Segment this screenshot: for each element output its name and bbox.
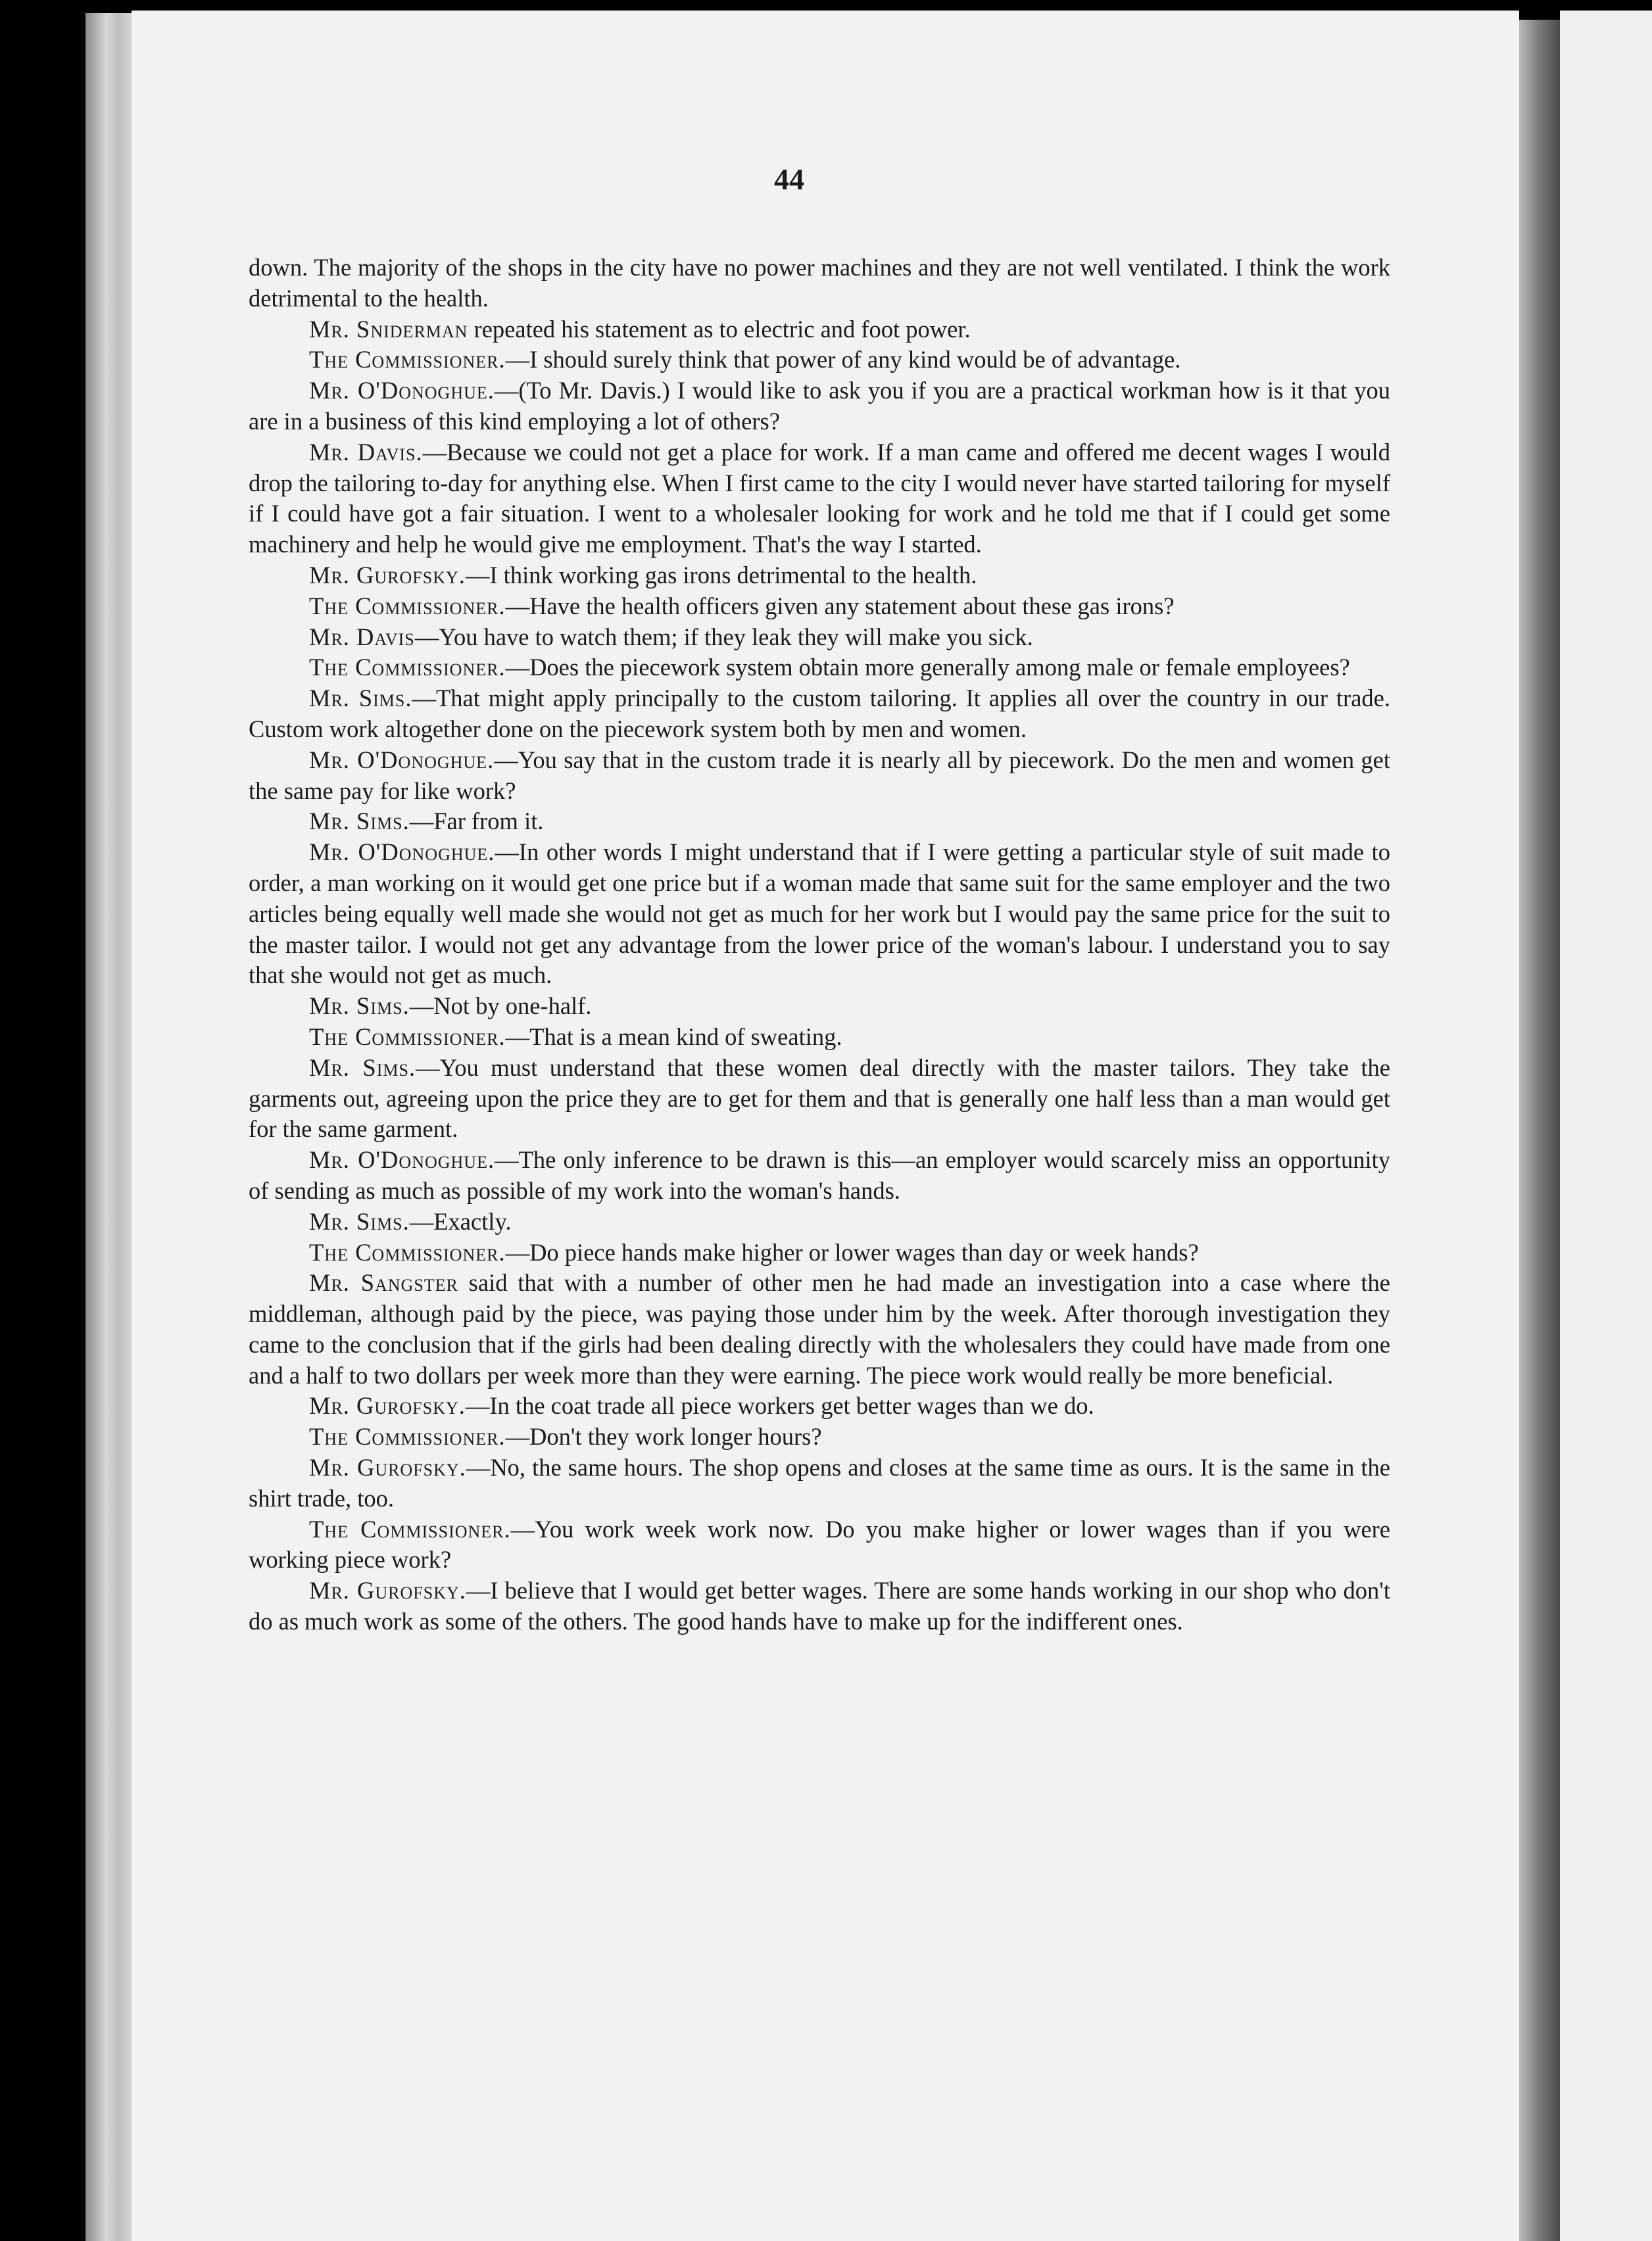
facing-page [1560, 11, 1652, 2241]
paragraph: Mr. Sims.—Far from it. [309, 807, 544, 835]
paragraph: Mr. Gurofsky.—No, the same hours. The shop opens and closes at the same time as ours. It is the same in the shirt trade, too. [249, 1454, 1390, 1512]
paragraph: Mr. Gurofsky.—I believe that I would get better wages. There are some hands working in our shop who don't do as much work as some of the others. The good hands have to make up for the indifferent ones. [249, 1577, 1390, 1635]
paragraph: Mr. O'Donoghue.—(To Mr. Davis.) I would like to ask you if you are a practical workman how is it that you are in a business of this kind employing a lot of others? [249, 377, 1390, 435]
paragraph: Mr. Sims.—That might apply principally to the custom tailoring. It applies all over the country in our trade. Custom work altogether done on the piecework system both by men and women. [249, 685, 1390, 742]
paragraph: Mr. Davis.—Because we could not get a place for work. If a man came and offered me decent wages I would drop the tailoring to-day for anything else. When I first came to the city I would never have started tailoring for myself if I could have got a fair situation. I went to a wholesaler looking for work and he told me that if I could get some machinery and help he would give me employment. That's the way I started. [249, 438, 1390, 558]
paragraph: Mr. O'Donoghue.—The only inference to be drawn is this—an employer would scarcely miss an opportunity of sending as much as possible of my work into the woman's hands. [249, 1146, 1390, 1204]
paragraph: Mr. Gurofsky.—In the coat trade all piece workers get better wages than we do. [309, 1392, 1094, 1420]
page-edge-shadow [1519, 20, 1560, 2241]
paragraph: Mr. Sangster said that with a number of other men he had made an investigation into a case where the middleman, although paid by the piece, was paying those under him by the week. After thorough investigation they came to the conclusion that if the girls had been dealing directly with the wholesalers they could have made from one and a half to two dollars per week more than they were earning. The piece work would really be more beneficial. [249, 1269, 1390, 1389]
body-text [249, 253, 1390, 1637]
paragraph: The Commissioner.—Have the health officers given any statement about these gas irons? [309, 592, 1175, 619]
paragraph: Mr. Sims.—Exactly. [309, 1207, 512, 1235]
paragraph: The Commissioner.—You work week work now. Do you make higher or lower wages than if you were working piece work? [249, 1515, 1390, 1574]
paragraph: The Commissioner.—Do piece hands make higher or lower wages than day or week hands? [309, 1238, 1199, 1266]
paragraph: Mr. Sims.—Not by one-half. [309, 992, 592, 1020]
paragraph: down. The majority of the shops in the city have no power machines and they are not well ventilated. I think the work detrimental to the health. [249, 254, 1390, 312]
paragraph: Mr. Davis—You have to watch them; if they leak they will make you sick. [309, 623, 1033, 650]
paragraph: Mr. Sniderman repeated his statement as to electric and foot power. [309, 315, 971, 343]
paragraph: Mr. O'Donoghue.—You say that in the custom trade it is nearly all by piecework. Do the men and women get the same pay for like work? [249, 746, 1390, 804]
paragraph: Mr. O'Donoghue.—In other words I might understand that if I were getting a particular style of suit made to order, a man working on it would get one price but if a woman made that same suit for the same employer and the two articles being equally well made she would not get as much for her work but I would pay the same price for the suit to the master tailor. I would not get any advantage from the lower price of the woman's labour. I understand you to say that she would not get as much. [249, 838, 1390, 989]
paragraph: Mr. Sims.—You must understand that these women deal directly with the master tailors. They take the garments out, agreeing upon the price they are to get for them and that is generally one half less than a man would get for the same garment. [249, 1053, 1390, 1143]
paragraph: The Commissioner.—That is a mean kind of sweating. [309, 1023, 842, 1050]
page-number: 44 [774, 162, 804, 196]
paragraph: The Commissioner.—Does the piecework system obtain more generally among male or female employees? [309, 654, 1350, 681]
paragraph: The Commissioner.—I should surely think that power of any kind would be of advantage. [309, 346, 1181, 374]
paragraph: Mr. Gurofsky.—I think working gas irons detrimental to the health. [309, 561, 977, 589]
paragraph: The Commissioner.—Don't they work longer hours? [309, 1423, 822, 1451]
